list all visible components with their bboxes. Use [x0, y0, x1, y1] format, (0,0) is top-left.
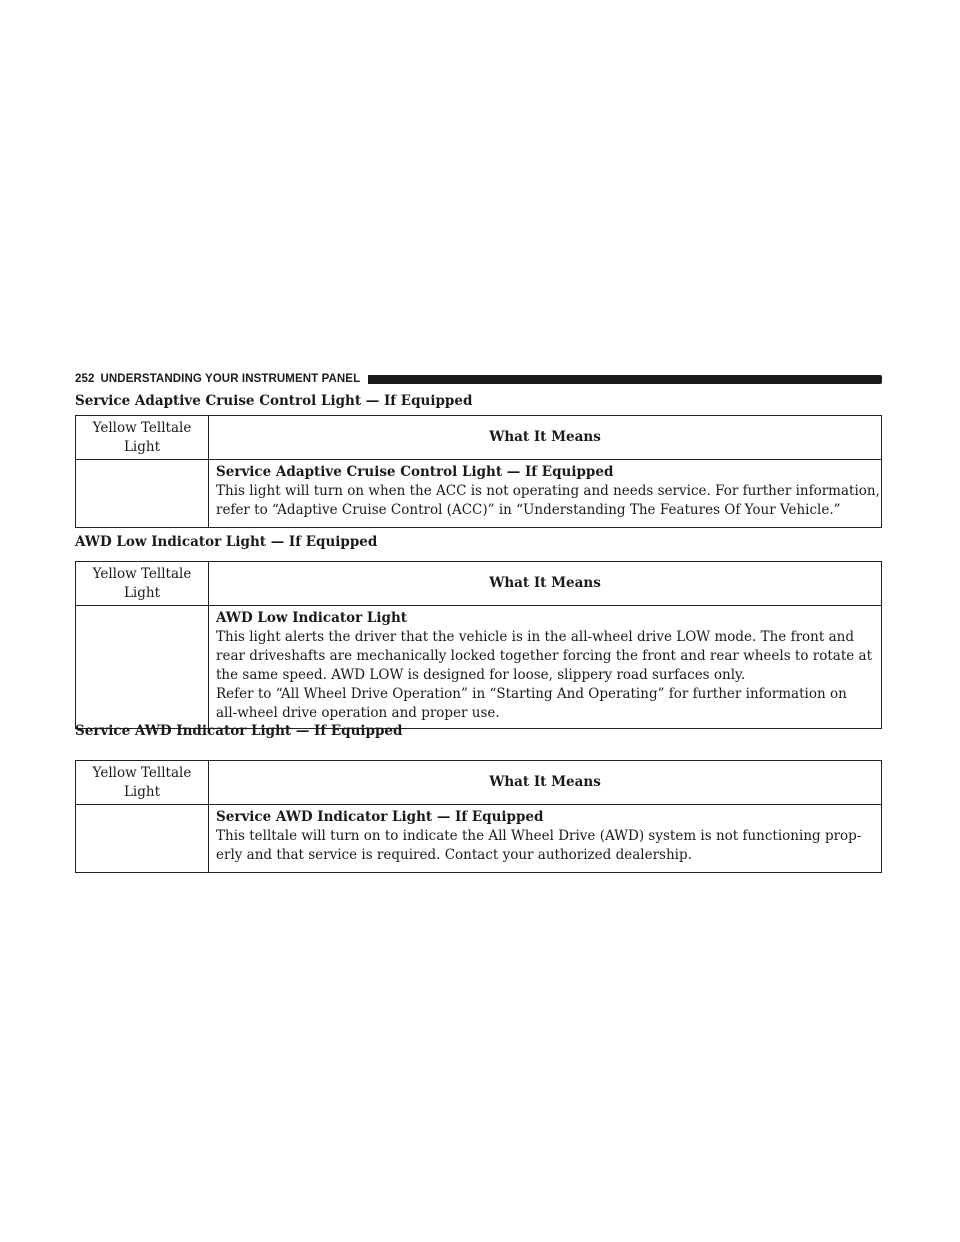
table-row [76, 805, 882, 873]
meaning-cell [209, 606, 882, 729]
header-cell-telltale: Yellow Telltale Light [76, 761, 209, 805]
entry-title: AWD Low Indicator Light [216, 610, 408, 626]
chapter-title: UNDERSTANDING YOUR INSTRUMENT PANEL [100, 373, 361, 385]
table-header-row [76, 562, 882, 606]
meaning-cell [209, 460, 882, 528]
entry-text: This telltale will turn on to indicate the All Wheel Drive (AWD) system is not functioning prop- [216, 828, 862, 844]
entry-text: rear driveshafts are mechanically locked together forcing the front and rear wheels to rotate at [216, 648, 873, 664]
entry-text: This light alerts the driver that the vehicle is in the all-wheel drive LOW mode. The front and [216, 629, 854, 645]
section-title-awd-low: AWD Low Indicator Light — If Equipped [75, 534, 378, 550]
entry-text: This light will turn on when the ACC is not operating and needs service. For further information, [216, 483, 880, 499]
header-cell-meaning: What It Means [209, 562, 882, 606]
entry-title: Service Adaptive Cruise Control Light — If Equipped [216, 464, 614, 480]
running-header [75, 371, 882, 387]
header-rule [368, 375, 882, 384]
entry-text: refer to “Adaptive Cruise Control (ACC)” in “Understanding The Features Of Your Vehicle.” [216, 502, 841, 518]
telltale-icon-cell [76, 805, 209, 873]
header-cell-telltale: Yellow Telltale Light [76, 562, 209, 606]
telltale-table-service-acc [75, 415, 882, 528]
entry-text: all-wheel drive operation and proper use. [216, 705, 500, 721]
section-title-service-acc: Service Adaptive Cruise Control Light — If Equipped [75, 393, 473, 409]
entry-text: the same speed. AWD LOW is designed for loose, slippery road surfaces only. [216, 667, 746, 683]
telltale-table-awd-low [75, 561, 882, 729]
table-row [76, 460, 882, 528]
section-title-service-awd: Service AWD Indicator Light — If Equipped [75, 723, 403, 739]
header-cell-meaning: What It Means [209, 416, 882, 460]
table-header-row [76, 416, 882, 460]
entry-text: erly and that service is required. Contact your authorized dealership. [216, 847, 692, 863]
entry-text: Refer to “All Wheel Drive Operation” in “Starting And Operating” for further information on [216, 686, 847, 702]
page-number: 252 [75, 373, 95, 385]
table-row [76, 606, 882, 729]
meaning-cell [209, 805, 882, 873]
table-header-row [76, 761, 882, 805]
header-cell-meaning: What It Means [209, 761, 882, 805]
telltale-table-service-awd [75, 760, 882, 873]
header-cell-telltale: Yellow Telltale Light [76, 416, 209, 460]
entry-title: Service AWD Indicator Light — If Equipped [216, 809, 544, 825]
telltale-icon-cell [76, 606, 209, 729]
telltale-icon-cell [76, 460, 209, 528]
